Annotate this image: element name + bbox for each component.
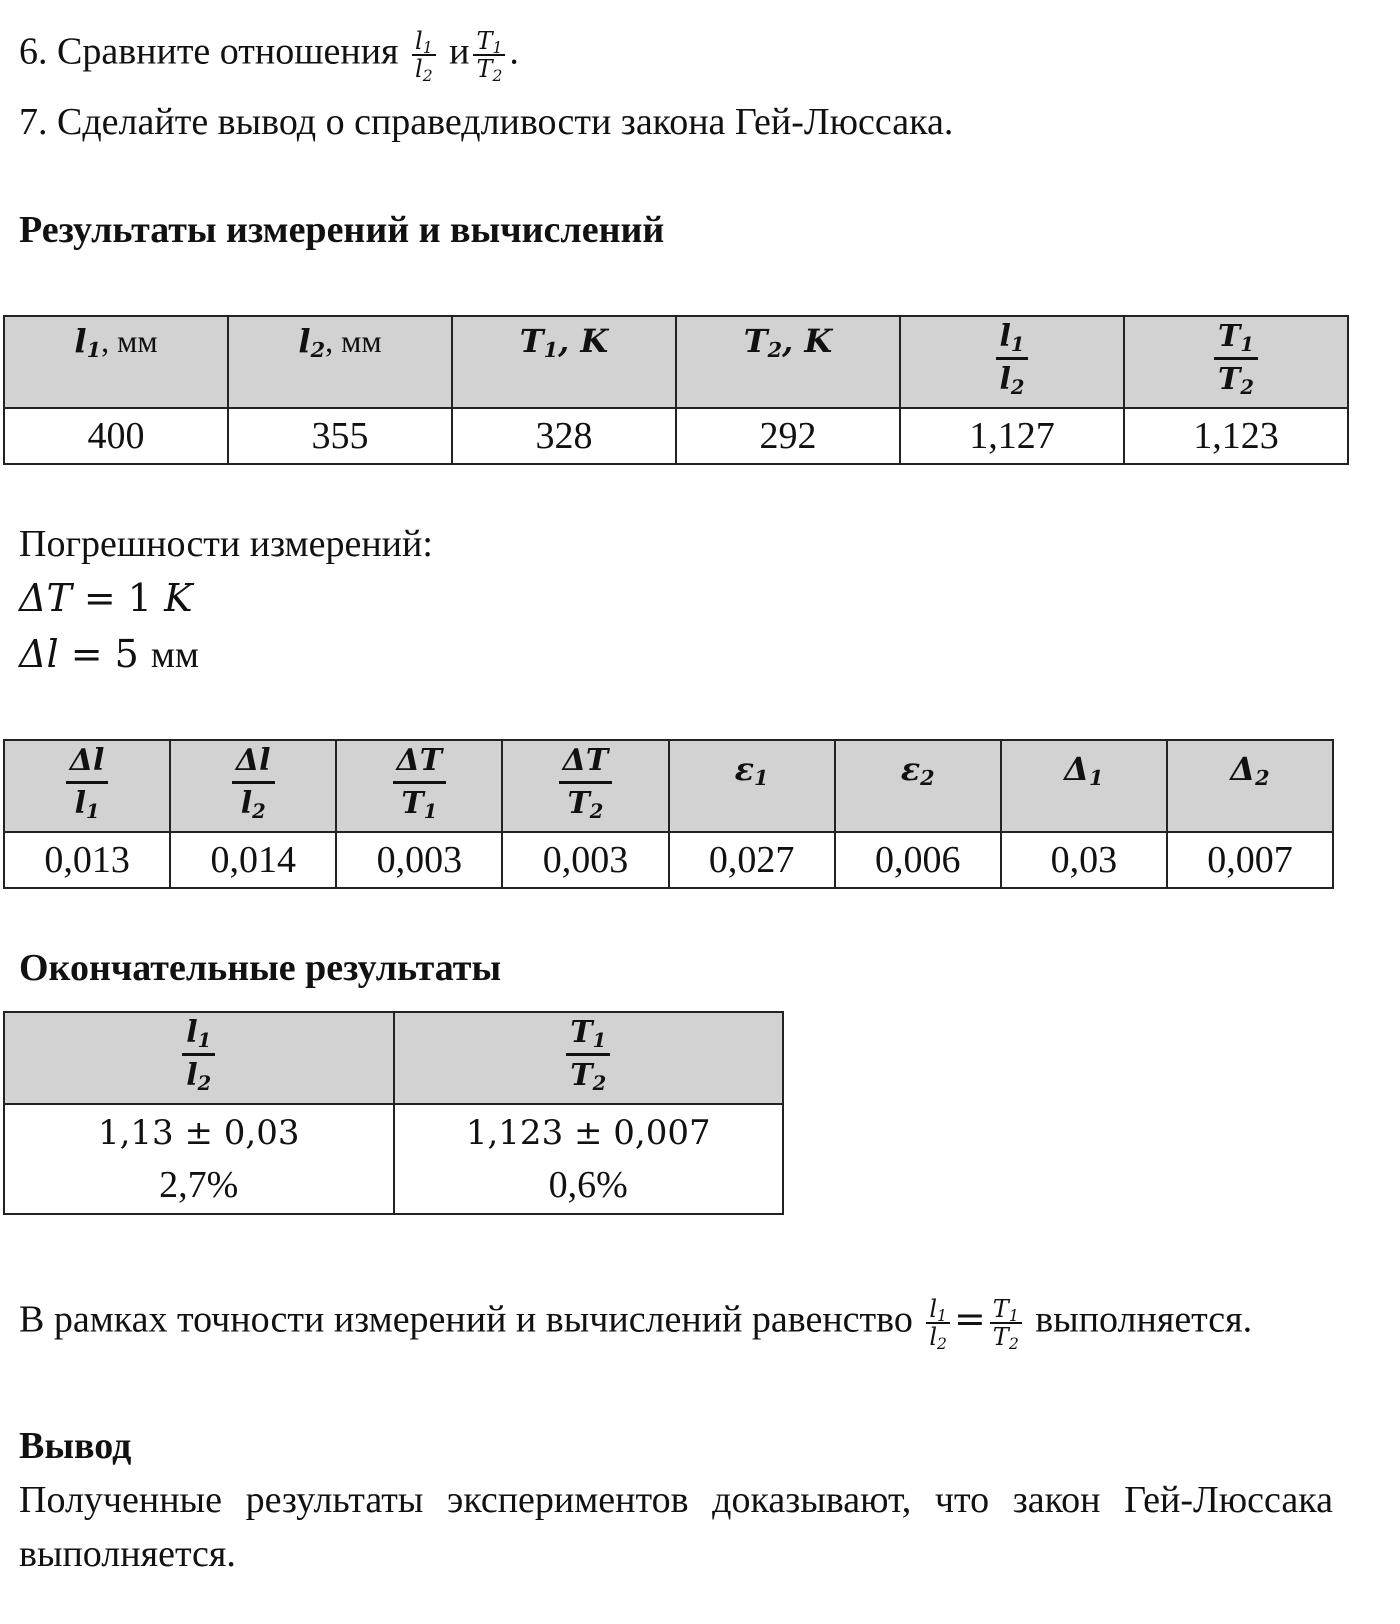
final-cell-l: [4, 1104, 394, 1214]
table-row: [4, 1104, 783, 1214]
fraction-t1-t2: $\frac{T_1}{T_2}$: [990, 1296, 1022, 1350]
col-dt-t2: $\frac{\Delta T}{T_2}$: [502, 740, 668, 832]
final-t-percent: 0,6%: [548, 1164, 628, 1206]
table-row: [4, 408, 1348, 464]
col-final-t-ratio: $\frac{T_1}{T_2}$: [394, 1012, 784, 1104]
item-6-period: .: [509, 30, 519, 73]
item-6-and: и: [449, 30, 470, 73]
table-cell: 0,003: [336, 832, 502, 888]
errors-table: [3, 739, 1334, 889]
measurements-table: [3, 315, 1349, 465]
table-cell: 1,127: [900, 408, 1124, 464]
table-cell: 0,007: [1167, 832, 1333, 888]
item-6-text: 6. Сравните отношения: [19, 30, 399, 73]
table-cell: 0,027: [669, 832, 835, 888]
col-eps1: $\varepsilon_1$: [669, 740, 835, 832]
equality-text-before: В рамках точности измерений и вычислений равенство: [19, 1298, 913, 1341]
table-cell: 0,003: [502, 832, 668, 888]
delta-t-line: ΔT = 1 K: [19, 576, 193, 620]
item-7: 7. Сделайте вывод о справедливости закона Гей-Люссака.: [19, 101, 954, 143]
col-dl-l1: $\frac{\Delta l}{l_1}$: [4, 740, 170, 832]
table-row: [4, 832, 1333, 888]
col-t-ratio: $\frac{T_1}{T_2}$: [1124, 316, 1348, 408]
col-t1: $T_1$, K: [452, 316, 676, 408]
col-l1: $l_1$, мм: [4, 316, 228, 408]
results-heading: Результаты измерений и вычислений: [19, 209, 665, 251]
table-cell: 400: [4, 408, 228, 464]
errors-title: Погрешности измерений:: [19, 523, 433, 565]
col-eps2: $\varepsilon_2$: [835, 740, 1001, 832]
summary-line-2: выполняется.: [19, 1533, 236, 1575]
final-heading: Окончательные результаты: [19, 947, 502, 989]
summary-heading: Вывод: [19, 1425, 132, 1467]
equals-sign: =: [953, 1296, 986, 1341]
final-t-value: 1,123 ± 0,007: [465, 1113, 711, 1153]
final-l-percent: 2,7%: [159, 1164, 239, 1206]
table-cell: 0,014: [170, 832, 336, 888]
table-cell: 355: [228, 408, 452, 464]
col-delta2: $\Delta_2$: [1167, 740, 1333, 832]
table-cell: 0,013: [4, 832, 170, 888]
item-6: [19, 27, 519, 85]
fraction-t1-t2: $\frac{T_1}{T_2}$: [473, 28, 505, 82]
table-cell: 1,123: [1124, 408, 1348, 464]
delta-l-line: Δl = 5 мм: [19, 632, 199, 676]
table-cell: 0,03: [1001, 832, 1167, 888]
final-l-value: 1,13 ± 0,03: [97, 1113, 300, 1153]
col-dt-t1: $\frac{\Delta T}{T_1}$: [336, 740, 502, 832]
table-cell: 292: [676, 408, 900, 464]
col-final-l-ratio: $\frac{l_1}{l_2}$: [4, 1012, 394, 1104]
final-table: [3, 1011, 784, 1215]
table-cell: 328: [452, 408, 676, 464]
col-t2: $T_2$, K: [676, 316, 900, 408]
col-l2: $l_2$, мм: [228, 316, 452, 408]
fraction-l1-l2: $\frac{l_1}{l_2}$: [412, 28, 436, 82]
col-delta1: $\Delta_1$: [1001, 740, 1167, 832]
summary-line-1: Полученные результаты экспериментов доказывают, что закон Гей-Люссака: [19, 1479, 1333, 1521]
col-dl-l2: $\frac{\Delta l}{l_2}$: [170, 740, 336, 832]
col-l-ratio: $\frac{l_1}{l_2}$: [900, 316, 1124, 408]
table-cell: 0,006: [835, 832, 1001, 888]
fraction-l1-l2: $\frac{l_1}{l_2}$: [926, 1296, 950, 1350]
equality-line: [19, 1295, 1253, 1353]
equality-text-after: выполняется.: [1035, 1298, 1253, 1341]
final-cell-t: [394, 1104, 784, 1214]
